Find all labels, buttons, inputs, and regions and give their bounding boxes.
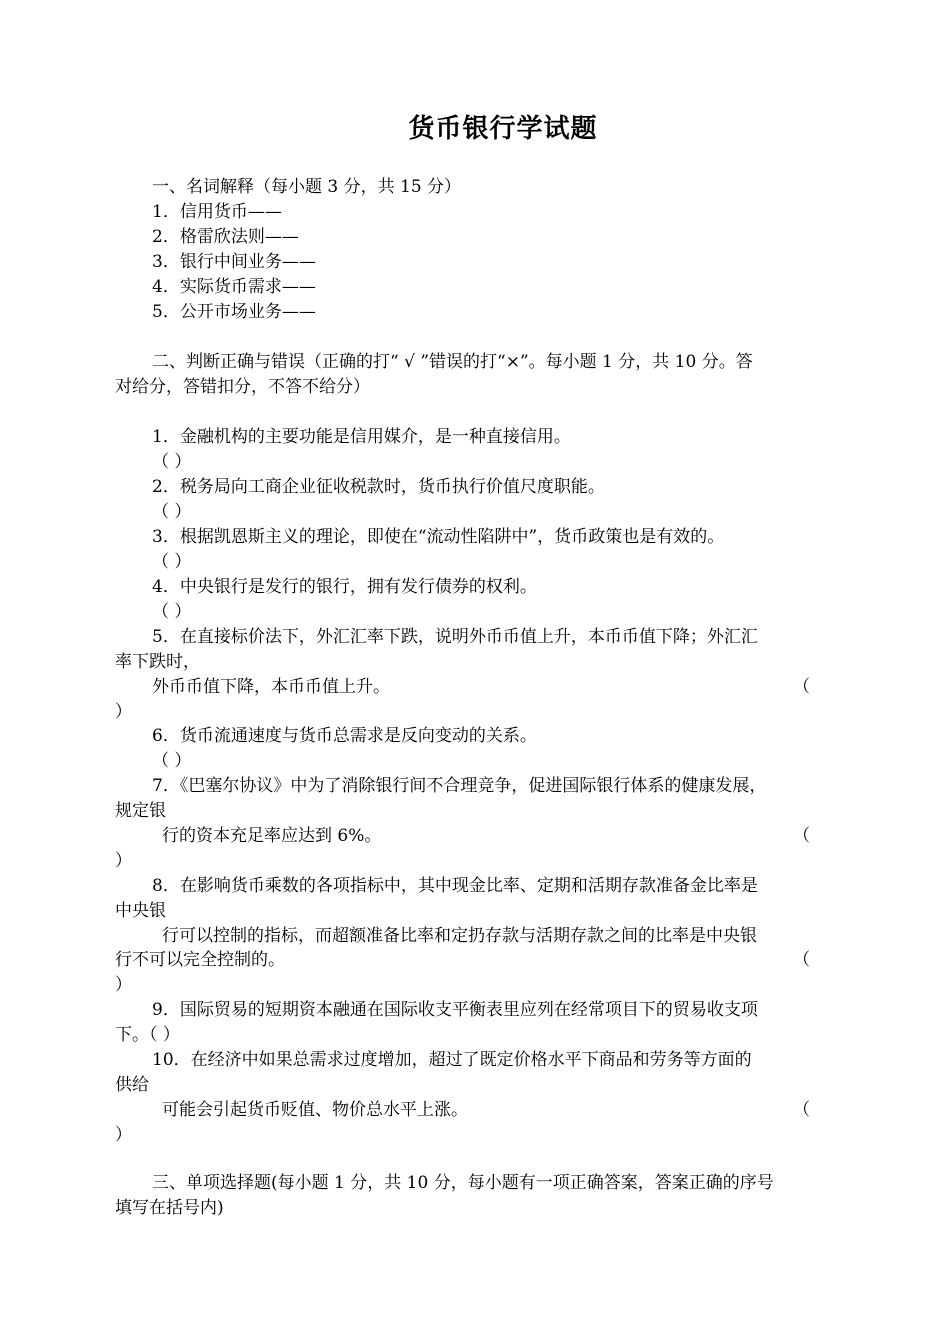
question-8-cont: 中央银 <box>115 901 166 921</box>
answer-paren-open: （ <box>793 826 810 846</box>
section1-item: 5．公开市场业务—— <box>152 302 316 322</box>
section2-heading: 二、判断正确与错误（正确的打“ √ ”错误的打“×”。每小题 1 分，共 10 分。答 <box>152 352 753 372</box>
question-7-cont: 行的资本充足率应达到 6%。 <box>162 826 382 846</box>
section3-heading-cont: 填写在括号内) <box>115 1198 224 1218</box>
answer-blank: （ ） <box>152 502 192 522</box>
question-6: 6．货币流通速度与货币总需求是反向变动的关系。 <box>152 726 537 746</box>
question-8: 8．在影响货币乘数的各项指标中，其中现金比率、定期和活期存款准备金比率是 <box>152 876 758 896</box>
question-10-cont: 供给 <box>115 1075 149 1095</box>
section1-item: 2．格雷欣法则—— <box>152 227 299 247</box>
answer-paren-open: （ <box>793 677 810 697</box>
question-5-cont: 率下跌时， <box>115 652 200 672</box>
answer-blank: （ ） <box>152 751 192 771</box>
question-7: 7．《巴塞尔协议》中为了消除银行间不合理竞争，促进国际银行体系的健康发展， <box>152 776 767 796</box>
question-5: 5．在直接标价法下，外汇汇率下跌，说明外币币值上升，本币币值下降；外汇汇 <box>152 627 758 647</box>
section1-item: 1．信用货币—— <box>152 202 282 222</box>
question-2: 2．税务局向工商企业征收税款时，货币执行价值尺度职能。 <box>152 477 605 497</box>
question-7-cont: 规定银 <box>115 801 166 821</box>
answer-blank: （ ） <box>152 602 192 622</box>
answer-paren-close: ） <box>115 975 132 995</box>
question-8-cont: 行不可以完全控制的。 <box>115 950 285 970</box>
question-9: 9．国际贸易的短期资本融通在国际收支平衡表里应列在经常项目下的贸易收支项 <box>152 1000 758 1020</box>
question-3: 3．根据凯恩斯主义的理论，即使在“流动性陷阱中”，货币政策也是有效的。 <box>152 527 725 547</box>
question-8-cont: 行可以控制的指标，而超额准备比率和定扔存款与活期存款之间的比率是中央银 <box>162 926 757 946</box>
question-5-cont: 外币币值下降，本币币值上升。 <box>152 677 390 697</box>
section2-heading-cont: 对给分，答错扣分，不答不给分） <box>115 377 370 397</box>
section1-item: 3．银行中间业务—— <box>152 252 316 272</box>
answer-paren-open: （ <box>793 1100 810 1120</box>
answer-paren-close: ） <box>115 702 132 722</box>
document-title: 货币银行学试题 <box>408 114 598 144</box>
answer-paren-open: （ <box>793 950 810 970</box>
section1-item: 4．实际货币需求—— <box>152 277 316 297</box>
answer-blank: （ ） <box>152 452 192 472</box>
question-10: 10．在经济中如果总需求过度增加，超过了既定价格水平下商品和劳务等方面的 <box>152 1050 752 1070</box>
answer-paren-close: ） <box>115 851 132 871</box>
question-4: 4．中央银行是发行的银行，拥有发行债券的权利。 <box>152 577 537 597</box>
answer-blank: （ ） <box>152 552 192 572</box>
question-9-cont: 下。（ ） <box>115 1025 180 1045</box>
section3-heading: 三、单项选择题(每小题 1 分，共 10 分，每小题有一项正确答案，答案正确的序号 <box>152 1173 774 1193</box>
question-10-cont: 可能会引起货币贬值、物价总水平上涨。 <box>162 1100 468 1120</box>
answer-paren-close: ） <box>115 1125 132 1145</box>
question-1: 1．金融机构的主要功能是信用媒介，是一种直接信用。 <box>152 427 571 447</box>
section1-heading: 一、名词解释（每小题 3 分，共 15 分） <box>152 177 462 197</box>
